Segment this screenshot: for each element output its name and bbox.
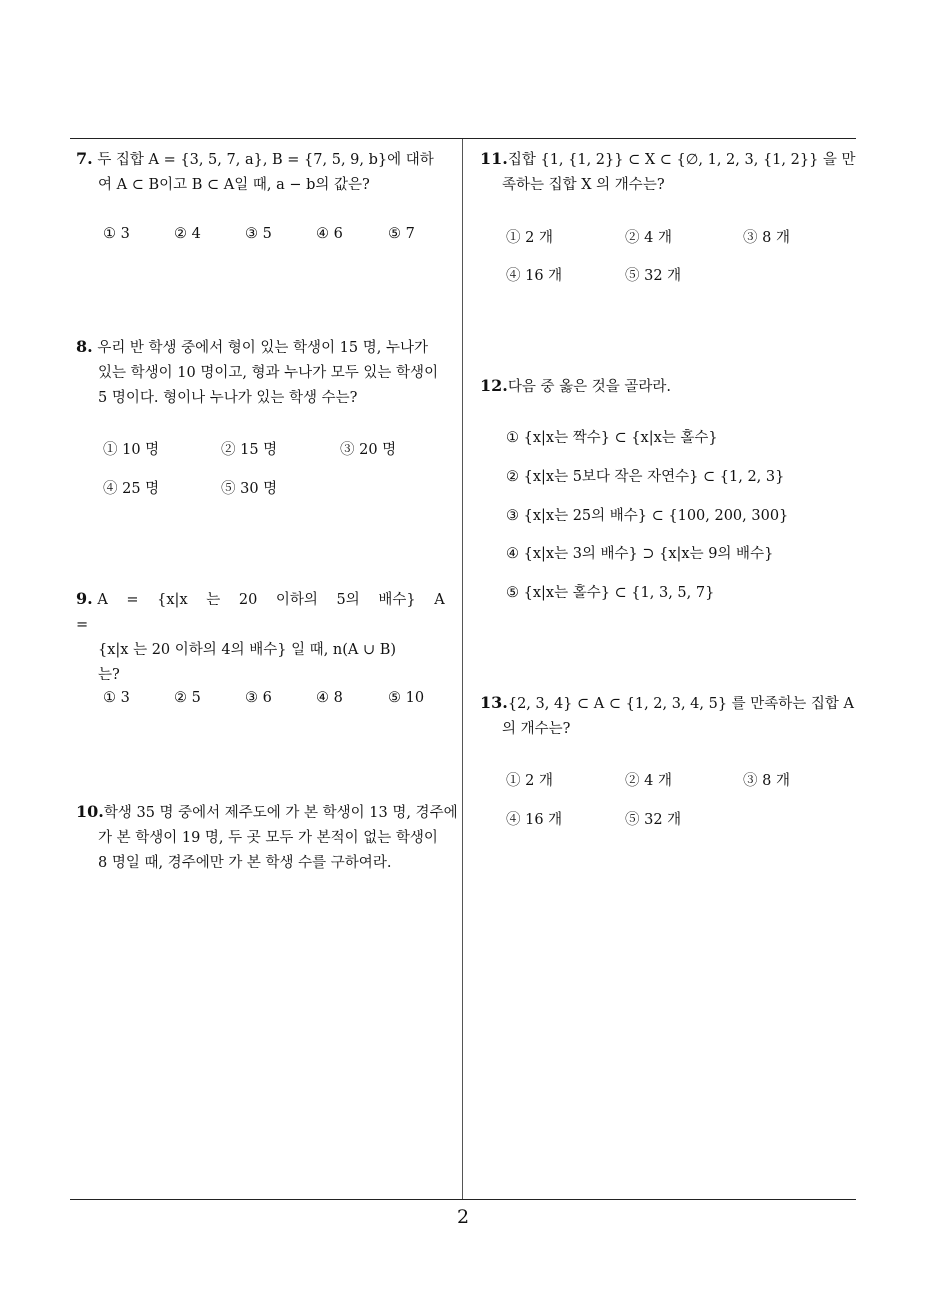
choice-5[interactable]: ⑤ 30 명 bbox=[221, 481, 278, 497]
question-8 bbox=[76, 334, 461, 411]
question-text: 족하는 집합 X 의 개수는? bbox=[502, 177, 665, 193]
choice-4[interactable]: ④ 16 개 bbox=[506, 812, 563, 828]
choice-3[interactable]: ③ 8 개 bbox=[743, 773, 790, 789]
choice-3[interactable]: ③ 8 개 bbox=[743, 230, 790, 246]
question-text: 가 본 학생이 19 명, 두 곳 모두 가 본적이 없는 학생이 bbox=[98, 830, 438, 846]
question-text: 다음 중 옳은 것을 골라라. bbox=[507, 379, 671, 395]
choice-3[interactable]: ③ 5 bbox=[245, 226, 272, 242]
question-10 bbox=[76, 799, 461, 876]
question-text: 우리 반 학생 중에서 형이 있는 학생이 15 명, 누나가 bbox=[97, 340, 428, 356]
question-7 bbox=[76, 146, 461, 198]
question-text: 는? bbox=[98, 667, 120, 683]
choice-2[interactable]: ② 4 bbox=[174, 226, 201, 242]
choice-5[interactable]: ⑤ 32 개 bbox=[625, 812, 682, 828]
question-13 bbox=[480, 690, 858, 742]
choice-5[interactable]: ⑤ 32 개 bbox=[625, 268, 682, 284]
choice-3[interactable]: ③ 20 명 bbox=[340, 442, 397, 458]
question-number: 13. bbox=[480, 693, 508, 712]
choice-4[interactable]: ④ 25 명 bbox=[103, 481, 160, 497]
choice-2[interactable]: ② 5 bbox=[174, 690, 201, 706]
question-12 bbox=[480, 373, 858, 400]
question-number: 9. bbox=[76, 589, 93, 608]
choice-1[interactable]: ① 2 개 bbox=[506, 773, 553, 789]
choice-4[interactable]: ④ 16 개 bbox=[506, 268, 563, 284]
question-number: 10. bbox=[76, 802, 104, 821]
choice-5[interactable]: ⑤ 7 bbox=[388, 226, 415, 242]
question-text: 두 집합 A = {3, 5, 7, a}, B = {7, 5, 9, b}에 대하 bbox=[97, 152, 434, 168]
choice-2[interactable]: ② 4 개 bbox=[625, 230, 672, 246]
choice-1[interactable]: ① 3 bbox=[103, 226, 130, 242]
choice-2[interactable]: ② 4 개 bbox=[625, 773, 672, 789]
question-text: A = {x|x 는 20 이하의 5의 배수} A = bbox=[76, 592, 445, 633]
question-text: {x|x 는 20 이하의 4의 배수} 일 때, n(A ∪ B) bbox=[98, 642, 397, 658]
choice-1[interactable]: ① 2 개 bbox=[506, 230, 553, 246]
choice-4[interactable]: ④ 6 bbox=[316, 226, 343, 242]
question-text: 8 명일 때, 경주에만 가 본 학생 수를 구하여라. bbox=[98, 855, 392, 871]
question-text: 학생 35 명 중에서 제주도에 가 본 학생이 13 명, 경주에 bbox=[103, 805, 458, 821]
option-4[interactable]: ④ {x|x는 3의 배수} ⊃ {x|x는 9의 배수} bbox=[506, 546, 774, 562]
question-text: 의 개수는? bbox=[502, 721, 571, 737]
option-3[interactable]: ③ {x|x는 25의 배수} ⊂ {100, 200, 300} bbox=[506, 508, 789, 524]
option-1[interactable]: ① {x|x는 짝수} ⊂ {x|x는 홀수} bbox=[506, 430, 718, 446]
choice-1[interactable]: ① 10 명 bbox=[103, 442, 160, 458]
question-number: 12. bbox=[480, 376, 508, 395]
choice-5[interactable]: ⑤ 10 bbox=[388, 690, 425, 706]
question-9 bbox=[76, 586, 461, 688]
column-divider bbox=[462, 139, 463, 1199]
question-text: 집합 {1, {1, 2}} ⊂ X ⊂ {∅, 1, 2, 3, {1, 2}} 을 만 bbox=[507, 152, 856, 168]
question-text: 있는 학생이 10 명이고, 형과 누나가 모두 있는 학생이 bbox=[98, 365, 439, 381]
option-2[interactable]: ② {x|x는 5보다 작은 자연수} ⊂ {1, 2, 3} bbox=[506, 469, 785, 485]
choice-1[interactable]: ① 3 bbox=[103, 690, 130, 706]
question-text: 여 A ⊂ B이고 B ⊂ A일 때, a − b의 값은? bbox=[98, 177, 370, 193]
question-number: 11. bbox=[480, 149, 508, 168]
choice-2[interactable]: ② 15 명 bbox=[221, 442, 278, 458]
question-text: {2, 3, 4} ⊂ A ⊂ {1, 2, 3, 4, 5} 를 만족하는 집합 A bbox=[507, 696, 855, 712]
question-number: 8. bbox=[76, 337, 93, 356]
choice-4[interactable]: ④ 8 bbox=[316, 690, 343, 706]
question-11 bbox=[480, 146, 858, 198]
question-text: 5 명이다. 형이나 누나가 있는 학생 수는? bbox=[98, 390, 358, 406]
question-number: 7. bbox=[76, 149, 93, 168]
bottom-rule bbox=[70, 1199, 856, 1200]
top-rule bbox=[70, 138, 856, 139]
page-number: 2 bbox=[456, 1206, 470, 1228]
option-5[interactable]: ⑤ {x|x는 홀수} ⊂ {1, 3, 5, 7} bbox=[506, 585, 715, 601]
choice-3[interactable]: ③ 6 bbox=[245, 690, 272, 706]
